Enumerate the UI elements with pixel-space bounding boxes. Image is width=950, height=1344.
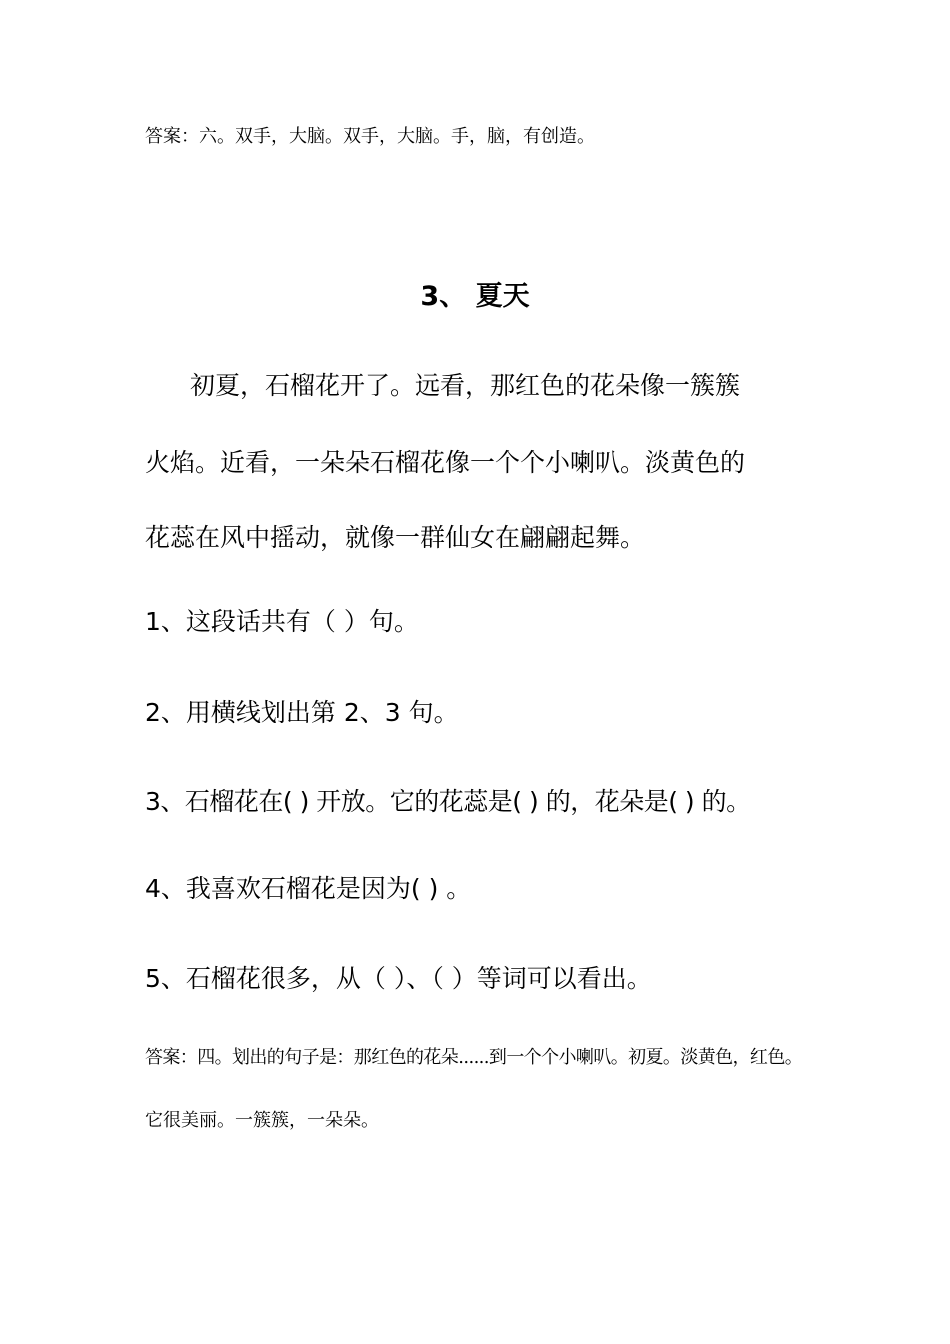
answer-previous-section: 答案：六。双手，大脑。双手，大脑。手，脑，有创造。 xyxy=(145,126,595,147)
question-2: 2、用横线划出第 2、3 句。 xyxy=(145,698,459,727)
question-3: 3、石榴花在( ) 开放。它的花蕊是( ) 的，花朵是( ) 的。 xyxy=(145,787,751,816)
answer-line-2: 它很美丽。一簇簇，一朵朵。 xyxy=(145,1110,379,1131)
question-5: 5、石榴花很多，从（ ）、（ ）等词可以看出。 xyxy=(145,964,652,993)
answer-line-1: 答案：四。划出的句子是：那红色的花朵......到一个个小喇叭。初夏。淡黄色，红色。 xyxy=(145,1047,803,1068)
section-title: 3、 夏天 xyxy=(420,281,530,312)
question-4: 4、我喜欢石榴花是因为( ) 。 xyxy=(145,874,472,903)
question-1: 1、这段话共有（ ）句。 xyxy=(145,607,419,636)
passage-line-3: 花蕊在风中摇动，就像一群仙女在翩翩起舞。 xyxy=(145,523,646,552)
passage-line-1: 初夏，石榴花开了。远看，那红色的花朵像一簇簇 xyxy=(190,371,741,400)
passage-line-2: 火焰。近看，一朵朵石榴花像一个个小喇叭。淡黄色的 xyxy=(145,448,746,477)
